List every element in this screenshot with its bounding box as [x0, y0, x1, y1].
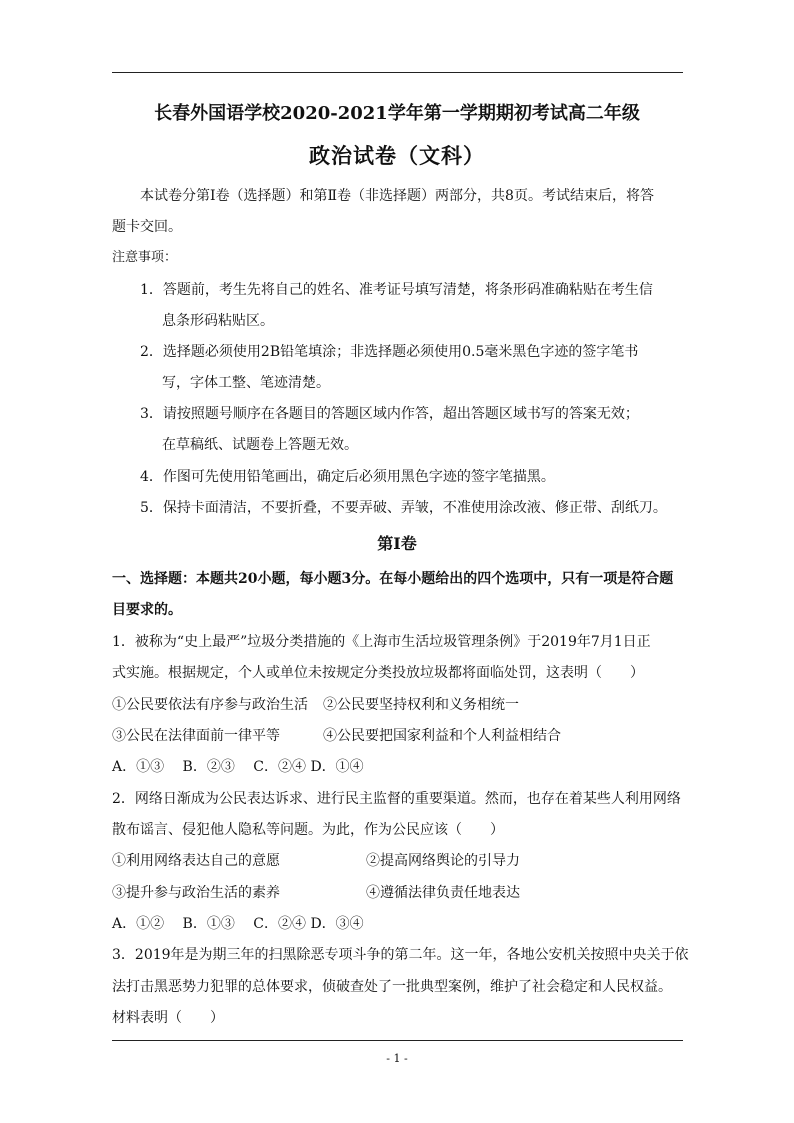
question-1-option-4: ④公民要把国家利益和个人利益相结合: [323, 728, 561, 744]
question-3-line-1: 3．2019年是为期三年的扫黑除恶专项斗争的第二年。这一年，各地公安机关按照中央关于依: [112, 947, 689, 963]
note-1-line-1: 1．答题前，考生先将自己的姓名、准考证号填写清楚，将条形码准确粘贴在考生信: [140, 282, 653, 298]
question-1-line-2: 式实施。根据规定，个人或单位未按规定分类投放垃圾都将面临处罚，这表明（ ）: [112, 665, 644, 681]
note-4-line-1: 4．作图可先使用铅笔画出，确定后必须用黑色字迹的签字笔描黑。: [140, 469, 555, 485]
section-instructions-line-1: 一、选择题：本题共20小题，每小题3分。在每小题给出的四个选项中，只有一项是符合题: [112, 571, 674, 587]
question-2-option-3: ③提升参与政治生活的素养: [112, 885, 280, 901]
footer-rule: [112, 1040, 683, 1041]
question-3-line-2: 法打击黑恶势力犯罪的总体要求，侦破查处了一批典型案例，维护了社会稳定和人民权益。: [112, 979, 672, 995]
question-2-option-1: ①利用网络表达自己的意愿: [112, 853, 280, 869]
notes-heading: 注意事项：: [112, 250, 178, 265]
question-2-option-2: ②提高网络舆论的引导力: [366, 853, 520, 869]
note-3-line-1: 3．请按照题号顺序在各题目的答题区域内作答，超出答题区域书写的答案无效；: [140, 406, 639, 422]
exam-subtitle: 政治试卷（文科）: [309, 143, 485, 168]
page-number: - 1 -: [386, 1052, 408, 1065]
section-instructions-line-2: 目要求的。: [112, 602, 182, 618]
question-2-option-4: ④遵循法律负责任地表达: [366, 885, 520, 901]
question-1-option-1: ①公民要依法有序参与政治生活: [112, 697, 308, 713]
question-2-line-1: 2．网络日渐成为公民表达诉求、进行民主监督的重要渠道。然而，也存在着某些人利用网络: [112, 791, 681, 807]
note-3-line-2: 在草稿纸、试题卷上答题无效。: [162, 437, 358, 453]
note-1-line-2: 息条形码粘贴区。: [162, 313, 274, 329]
note-2-line-2: 写，字体工整、笔迹清楚。: [162, 375, 330, 391]
question-1-option-3: ③公民在法律面前一律平等: [112, 728, 280, 744]
section-title: 第Ⅰ卷: [377, 534, 417, 553]
question-1-line-1: 1．被称为“史上最严”垃圾分类措施的《上海市生活垃圾管理条例》于2019年7月1日正: [112, 634, 651, 650]
note-2-line-1: 2．选择题必须使用2B铅笔填涂；非选择题必须使用0.5毫米黑色字迹的签字笔书: [140, 344, 639, 360]
header-rule: [112, 72, 683, 73]
question-2-line-2: 散布谣言、侵犯他人隐私等问题。为此，作为公民应该（ ）: [112, 822, 504, 838]
intro-line-1: 本试卷分第Ⅰ卷（选择题）和第Ⅱ卷（非选择题）两部分，共8页。考试结束后，将答: [140, 188, 654, 204]
question-1-option-2: ②公民要坚持权利和义务相统一: [323, 697, 519, 713]
note-5-line-1: 5．保持卡面清洁，不要折叠，不要弄破、弄皱，不准使用涂改液、修正带、刮纸刀。: [140, 500, 667, 516]
question-1-answers: A．①③ B．②③ C．②④ D．①④: [112, 759, 364, 775]
question-3-line-3: 材料表明（ ）: [112, 1010, 224, 1026]
intro-line-2: 题卡交回。: [112, 219, 182, 235]
question-2-answers: A．①② B．①③ C．②④ D．③④: [112, 916, 364, 932]
exam-title: 长春外国语学校2020-2021学年第一学期期初考试高二年级: [154, 103, 640, 124]
